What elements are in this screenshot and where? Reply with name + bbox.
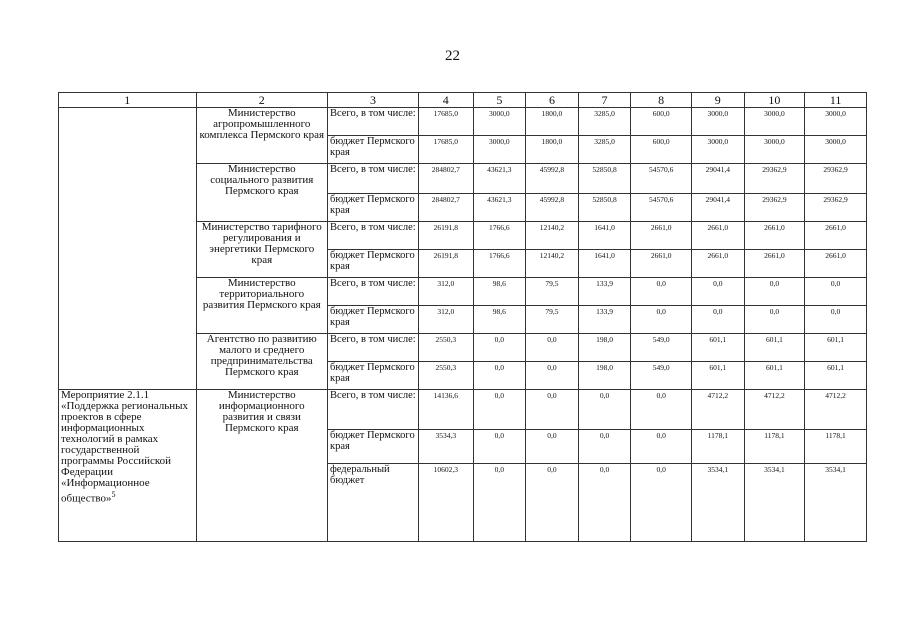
value-cell: 52850,8 <box>578 164 631 194</box>
event-text: Мероприятие 2.1.1 «Поддержка региональных проектов в сфере информационных технологий в рамках государственной программы Российской Федерации «Информационное общество» <box>61 389 189 505</box>
value-cell: 3000,0 <box>473 136 526 164</box>
value-cell: 29041,4 <box>691 164 744 194</box>
value-cell: 601,1 <box>805 362 867 390</box>
value-cell: 0,0 <box>744 306 805 334</box>
value-cell: 601,1 <box>691 362 744 390</box>
value-cell: 0,0 <box>526 464 579 542</box>
value-cell: 0,0 <box>744 278 805 306</box>
value-cell: 3534,1 <box>691 464 744 542</box>
value-cell: 312,0 <box>418 278 473 306</box>
value-cell: 17685,0 <box>418 108 473 136</box>
funding-type-cell: бюджет Пермского края <box>327 194 418 222</box>
value-cell: 0,0 <box>691 278 744 306</box>
value-cell: 26191,8 <box>418 250 473 278</box>
executor-cell: Министерство информационного развития и связи Пермского края <box>196 390 327 542</box>
value-cell: 79,5 <box>526 306 579 334</box>
value-cell: 98,6 <box>473 306 526 334</box>
value-cell: 43621,3 <box>473 194 526 222</box>
value-cell: 79,5 <box>526 278 579 306</box>
value-cell: 0,0 <box>473 430 526 464</box>
value-cell: 0,0 <box>631 430 692 464</box>
value-cell: 198,0 <box>578 334 631 362</box>
value-cell: 601,1 <box>744 334 805 362</box>
budget-table <box>58 92 867 542</box>
executor-cell: Министерство агропромышленного комплекса Пермского края <box>196 108 327 164</box>
funding-type-cell: Всего, в том числе: <box>327 164 418 194</box>
value-cell: 1178,1 <box>805 430 867 464</box>
value-cell: 0,0 <box>631 390 692 430</box>
value-cell: 2661,0 <box>691 222 744 250</box>
funding-type-cell: Всего, в том числе: <box>327 108 418 136</box>
funding-type-cell: Всего, в том числе: <box>327 334 418 362</box>
value-cell: 1641,0 <box>578 222 631 250</box>
value-cell: 29041,4 <box>691 194 744 222</box>
value-cell: 0,0 <box>473 334 526 362</box>
value-cell: 10602,3 <box>418 464 473 542</box>
value-cell: 3000,0 <box>744 108 805 136</box>
value-cell: 29362,9 <box>805 164 867 194</box>
value-cell: 3000,0 <box>805 136 867 164</box>
value-cell: 312,0 <box>418 306 473 334</box>
value-cell: 198,0 <box>578 362 631 390</box>
executor-cell: Министерство территориального развития Пермского края <box>196 278 327 334</box>
value-cell: 14136,6 <box>418 390 473 430</box>
value-cell: 0,0 <box>631 306 692 334</box>
value-cell: 29362,9 <box>744 164 805 194</box>
value-cell: 4712,2 <box>744 390 805 430</box>
value-cell: 98,6 <box>473 278 526 306</box>
executor-cell: Министерство социального развития Пермского края <box>196 164 327 222</box>
column-header: 7 <box>578 93 631 108</box>
value-cell: 3285,0 <box>578 108 631 136</box>
funding-type-cell: бюджет Пермского края <box>327 306 418 334</box>
value-cell: 549,0 <box>631 362 692 390</box>
value-cell: 0,0 <box>578 390 631 430</box>
value-cell: 133,9 <box>578 278 631 306</box>
funding-type-cell: федеральный бюджет <box>327 464 418 542</box>
column-header: 4 <box>418 93 473 108</box>
value-cell: 0,0 <box>473 464 526 542</box>
funding-type-cell: бюджет Пермского края <box>327 136 418 164</box>
footnote-mark: 5 <box>111 490 116 499</box>
value-cell: 0,0 <box>526 334 579 362</box>
value-cell: 0,0 <box>473 362 526 390</box>
value-cell: 45992,8 <box>526 194 579 222</box>
value-cell: 3000,0 <box>805 108 867 136</box>
value-cell: 12140,2 <box>526 250 579 278</box>
value-cell: 2550,3 <box>418 362 473 390</box>
value-cell: 549,0 <box>631 334 692 362</box>
value-cell: 3000,0 <box>744 136 805 164</box>
value-cell: 2550,3 <box>418 334 473 362</box>
value-cell: 1641,0 <box>578 250 631 278</box>
value-cell: 0,0 <box>473 390 526 430</box>
table-row <box>59 390 867 430</box>
table-row <box>59 108 867 136</box>
funding-type-cell: Всего, в том числе: <box>327 390 418 430</box>
value-cell: 0,0 <box>805 278 867 306</box>
value-cell: 1766,6 <box>473 222 526 250</box>
funding-type-cell: Всего, в том числе: <box>327 222 418 250</box>
value-cell: 3000,0 <box>473 108 526 136</box>
funding-type-cell: бюджет Пермского края <box>327 250 418 278</box>
column-header: 5 <box>473 93 526 108</box>
value-cell: 3534,1 <box>744 464 805 542</box>
value-cell: 1800,0 <box>526 136 579 164</box>
value-cell: 284802,7 <box>418 164 473 194</box>
column-header: 6 <box>526 93 579 108</box>
value-cell: 17685,0 <box>418 136 473 164</box>
event-cell <box>59 108 197 390</box>
value-cell: 0,0 <box>526 430 579 464</box>
value-cell: 29362,9 <box>805 194 867 222</box>
value-cell: 26191,8 <box>418 222 473 250</box>
value-cell: 0,0 <box>805 306 867 334</box>
value-cell: 2661,0 <box>744 222 805 250</box>
value-cell: 45992,8 <box>526 164 579 194</box>
value-cell: 3000,0 <box>691 108 744 136</box>
value-cell: 284802,7 <box>418 194 473 222</box>
column-header: 9 <box>691 93 744 108</box>
value-cell: 4712,2 <box>805 390 867 430</box>
column-header: 3 <box>327 93 418 108</box>
value-cell: 600,0 <box>631 108 692 136</box>
value-cell: 1800,0 <box>526 108 579 136</box>
header-row <box>59 93 867 108</box>
executor-cell: Министерство тарифного регулирования и энергетики Пермского края <box>196 222 327 278</box>
column-header: 2 <box>196 93 327 108</box>
value-cell: 3534,3 <box>418 430 473 464</box>
value-cell: 3000,0 <box>691 136 744 164</box>
value-cell: 601,1 <box>744 362 805 390</box>
value-cell: 54570,6 <box>631 164 692 194</box>
page-number: 22 <box>445 48 460 64</box>
event-cell <box>59 390 197 542</box>
value-cell: 12140,2 <box>526 222 579 250</box>
funding-type-cell: Всего, в том числе: <box>327 278 418 306</box>
value-cell: 601,1 <box>805 334 867 362</box>
value-cell: 0,0 <box>631 278 692 306</box>
value-cell: 1178,1 <box>744 430 805 464</box>
executor-cell: Агентство по развитию малого и среднего предпринимательства Пермского края <box>196 334 327 390</box>
value-cell: 0,0 <box>631 464 692 542</box>
value-cell: 133,9 <box>578 306 631 334</box>
value-cell: 54570,6 <box>631 194 692 222</box>
column-header: 10 <box>744 93 805 108</box>
value-cell: 601,1 <box>691 334 744 362</box>
value-cell: 1178,1 <box>691 430 744 464</box>
funding-type-cell: бюджет Пермского края <box>327 430 418 464</box>
value-cell: 43621,3 <box>473 164 526 194</box>
value-cell: 2661,0 <box>805 250 867 278</box>
value-cell: 2661,0 <box>744 250 805 278</box>
value-cell: 4712,2 <box>691 390 744 430</box>
value-cell: 2661,0 <box>691 250 744 278</box>
value-cell: 3534,1 <box>805 464 867 542</box>
value-cell: 2661,0 <box>631 250 692 278</box>
column-header: 8 <box>631 93 692 108</box>
value-cell: 2661,0 <box>631 222 692 250</box>
funding-type-cell: бюджет Пермского края <box>327 362 418 390</box>
value-cell: 29362,9 <box>744 194 805 222</box>
column-header: 11 <box>805 93 867 108</box>
value-cell: 0,0 <box>578 430 631 464</box>
value-cell: 0,0 <box>526 362 579 390</box>
value-cell: 2661,0 <box>805 222 867 250</box>
value-cell: 0,0 <box>526 390 579 430</box>
value-cell: 1766,6 <box>473 250 526 278</box>
value-cell: 0,0 <box>578 464 631 542</box>
value-cell: 3285,0 <box>578 136 631 164</box>
column-header: 1 <box>59 93 197 108</box>
value-cell: 0,0 <box>691 306 744 334</box>
value-cell: 52850,8 <box>578 194 631 222</box>
value-cell: 600,0 <box>631 136 692 164</box>
